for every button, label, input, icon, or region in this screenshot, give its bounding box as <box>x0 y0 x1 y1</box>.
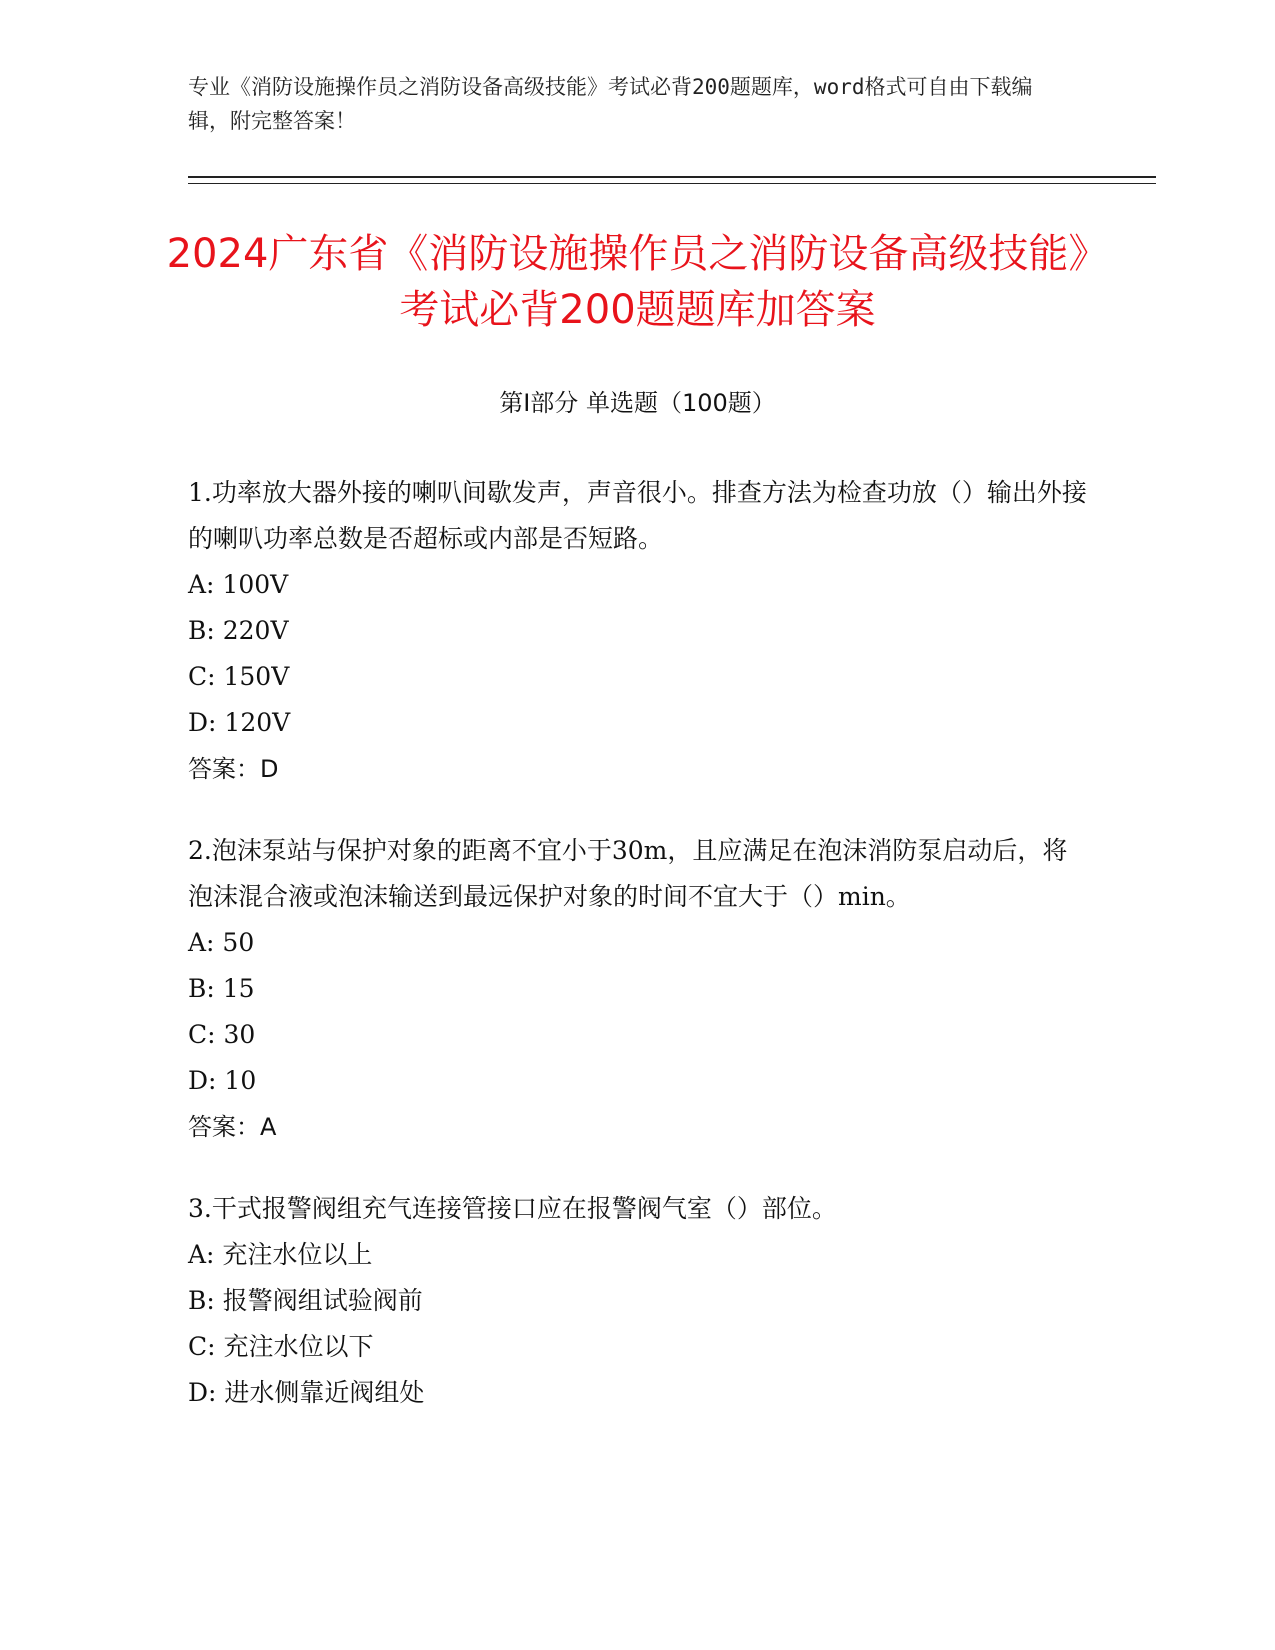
option-c: C: 充注水位以下 <box>188 1332 374 1361</box>
option-b: B: 15 <box>188 974 255 1003</box>
answer: 答案：D <box>188 755 279 783</box>
option-b: B: 220V <box>188 616 289 645</box>
header-divider-thick <box>188 176 1156 178</box>
question-stem: 1.功率放大器外接的喇叭间歇发声，声音很小。排查方法为检查功放（）输出外接的喇叭功率总数是否超标或内部是否短路。 <box>188 478 1087 553</box>
question-stem: 3.干式报警阀组充气连接管接口应在报警阀气室（）部位。 <box>188 1194 837 1223</box>
question-stem: 2.泡沫泵站与保护对象的距离不宜小于30m，且应满足在泡沫消防泵启动后，将泡沫混合液或泡沫输送到最远保护对象的时间不宜大于（）min。 <box>188 836 1068 911</box>
header-note: 专业《消防设施操作员之消防设备高级技能》考试必背200题题库，word格式可自由下载编辑，附完整答案！ <box>188 75 1033 133</box>
header-divider-thin <box>188 183 1156 184</box>
option-a: A: 100V <box>188 570 289 599</box>
section-title: 第I部分 单选题（100题） <box>499 389 776 417</box>
option-d: D: 进水侧靠近阀组处 <box>188 1378 425 1407</box>
question-2 <box>188 828 1088 1150</box>
option-c: C: 150V <box>188 662 290 691</box>
question-1 <box>188 470 1088 792</box>
document-title: 2024广东省《消防设施操作员之消防设备高级技能》考试必背200题题库加答案 <box>166 231 1109 333</box>
option-a: A: 50 <box>188 928 255 957</box>
option-b: B: 报警阀组试验阀前 <box>188 1286 423 1315</box>
question-3 <box>188 1186 1088 1416</box>
option-a: A: 充注水位以上 <box>188 1240 373 1269</box>
option-d: D: 120V <box>188 708 291 737</box>
option-d: D: 10 <box>188 1066 257 1095</box>
answer: 答案：A <box>188 1113 277 1141</box>
question-list <box>188 470 1088 1452</box>
option-c: C: 30 <box>188 1020 256 1049</box>
